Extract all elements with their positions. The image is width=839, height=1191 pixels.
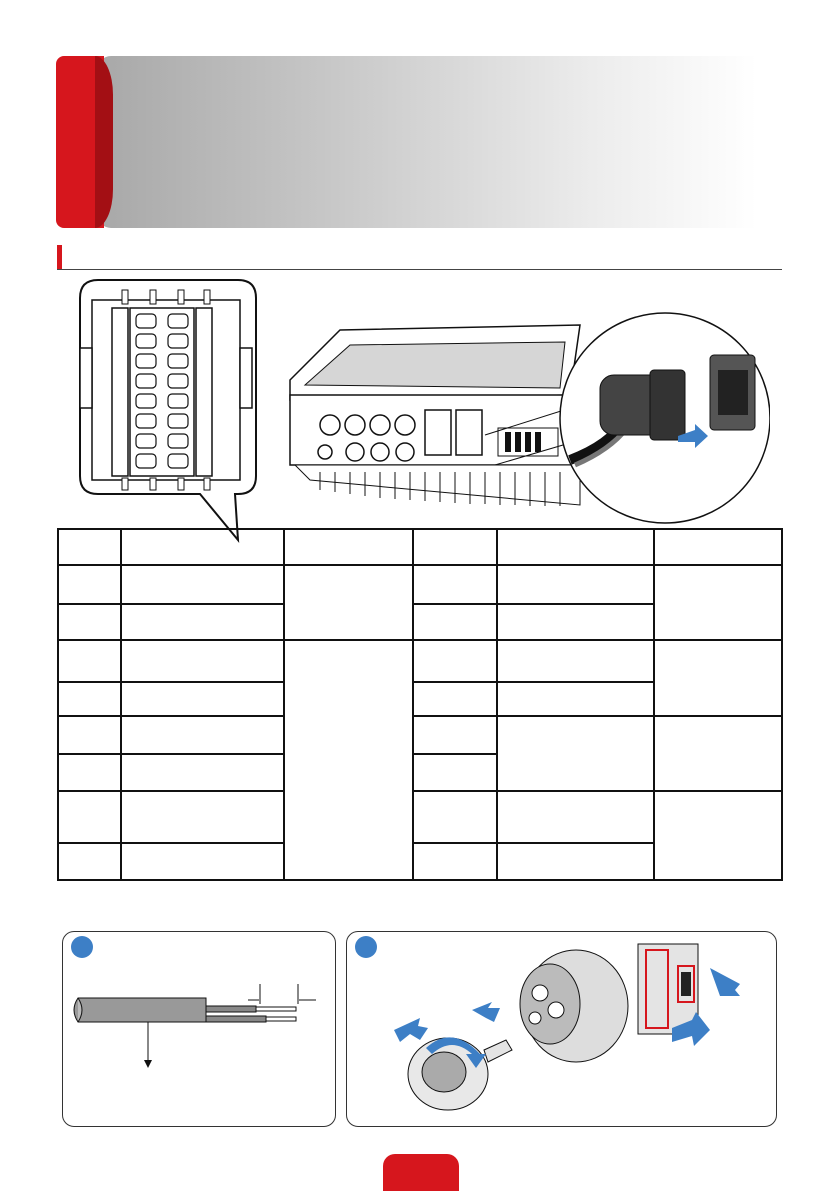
- connector-pin-icon: [70, 278, 270, 548]
- table-header-row: [58, 529, 782, 565]
- table-cell: [121, 843, 284, 880]
- table-cell: [654, 565, 782, 640]
- header-banner: [97, 56, 757, 228]
- table-cell: [58, 716, 121, 754]
- table-cell: [58, 604, 121, 640]
- inverter-illustration: [280, 300, 770, 525]
- table-cell: [413, 604, 497, 640]
- table-cell: [121, 604, 284, 640]
- table-cell: [121, 640, 284, 682]
- table-cell: [121, 754, 284, 791]
- step-one-badge: [71, 936, 93, 958]
- table-cell: [284, 565, 413, 640]
- table-cell: [58, 843, 121, 880]
- table-row: [58, 791, 782, 843]
- table-row: [58, 565, 782, 604]
- table-cell: [497, 529, 654, 565]
- table-cell: [121, 565, 284, 604]
- table-cell: [497, 791, 654, 843]
- table-cell: [413, 754, 497, 791]
- section-divider: [57, 269, 782, 270]
- table-row: [58, 716, 782, 754]
- table-cell: [497, 843, 654, 880]
- table-cell: [497, 604, 654, 640]
- table-cell: [121, 791, 284, 843]
- table-cell: [413, 682, 497, 716]
- table-cell: [654, 716, 782, 791]
- table-cell: [121, 716, 284, 754]
- table-cell: [497, 640, 654, 682]
- step-two-badge: [355, 936, 377, 958]
- cable-strip-icon: [66, 980, 331, 1080]
- table-cell: [413, 843, 497, 880]
- table-cell: [654, 791, 782, 880]
- table-cell: [284, 529, 413, 565]
- table-cell: [413, 791, 497, 843]
- table-cell: [497, 716, 654, 791]
- table-cell: [413, 565, 497, 604]
- table-cell: [121, 529, 284, 565]
- table-cell: [413, 716, 497, 754]
- table-cell: [497, 565, 654, 604]
- table-cell: [58, 754, 121, 791]
- pin-definition-table: [57, 528, 783, 881]
- table-cell: [284, 640, 413, 880]
- assembly-arrow-icon: [380, 938, 770, 1120]
- table-cell: [654, 640, 782, 716]
- table-cell: [58, 529, 121, 565]
- section-marker: [57, 245, 62, 269]
- table-cell: [58, 682, 121, 716]
- header-red-tab-shadow: [95, 56, 113, 228]
- table-row: [58, 640, 782, 682]
- table-cell: [497, 682, 654, 716]
- table-cell: [58, 565, 121, 604]
- table-cell: [58, 791, 121, 843]
- table-cell: [654, 529, 782, 565]
- page-number: [383, 1154, 459, 1191]
- table-cell: [58, 640, 121, 682]
- table-cell: [121, 682, 284, 716]
- table-cell: [413, 529, 497, 565]
- table-cell: [413, 640, 497, 682]
